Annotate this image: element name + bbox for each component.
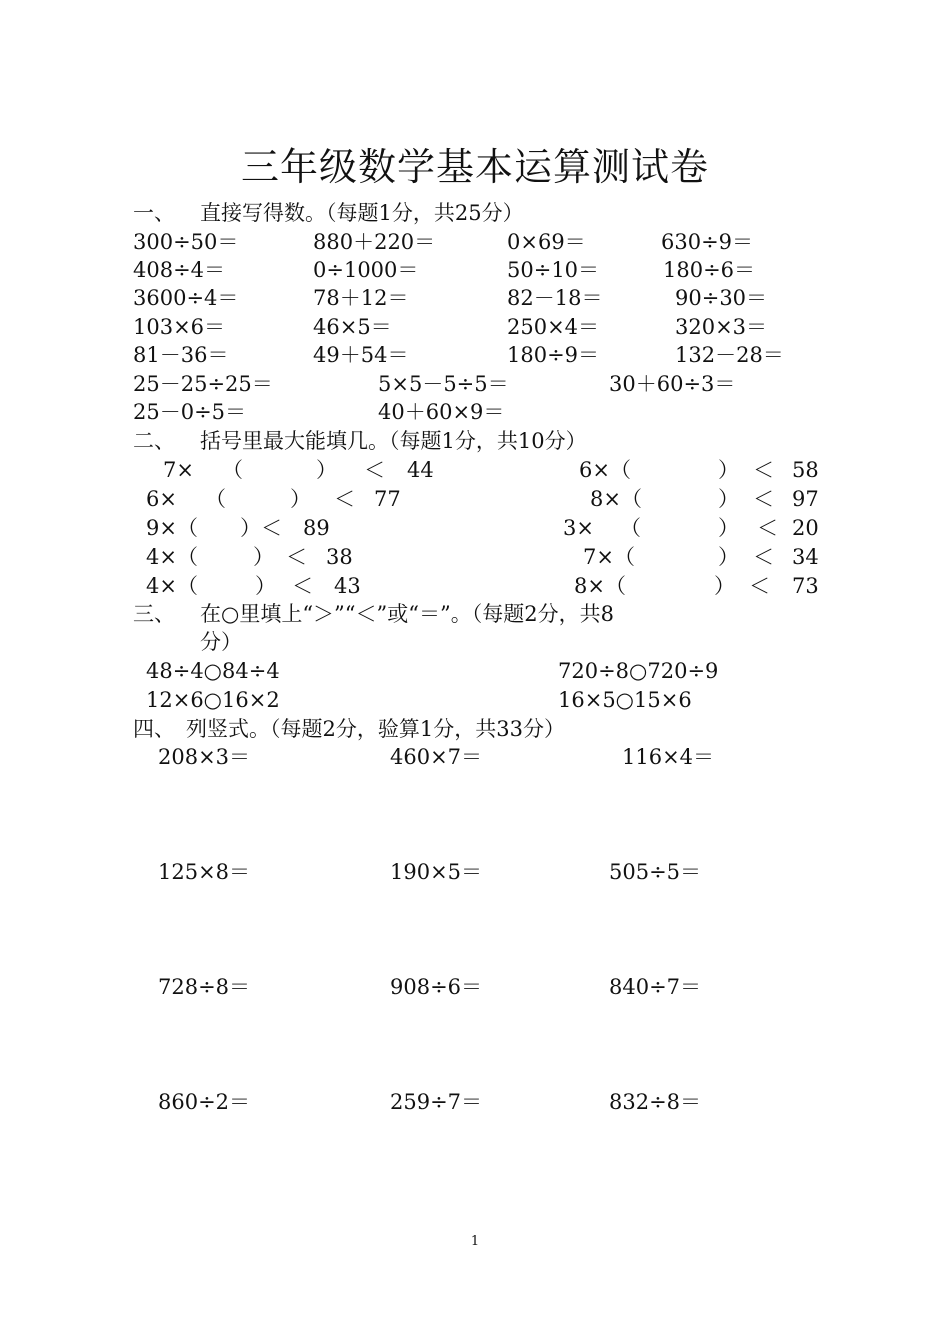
s2-item-part: 7×	[163, 458, 194, 482]
section-1-number: 一、	[133, 201, 175, 225]
s2-item-part: ＜	[292, 574, 313, 598]
s4-problem: 116×4＝	[622, 745, 715, 769]
s1-problem: 3600÷4＝	[133, 286, 239, 310]
s1-problem: 81－36＝	[133, 343, 229, 367]
s1-problem: 300÷50＝	[133, 230, 239, 254]
s2-item-part: 8×（	[574, 574, 626, 598]
s1-problem: 40＋60×9＝	[378, 400, 505, 424]
s2-item-part: 58	[792, 458, 819, 482]
s2-item-part: ）	[718, 545, 739, 569]
s2-item-part: 7×（	[583, 545, 635, 569]
s4-problem: 728÷8＝	[158, 975, 251, 999]
s2-item-part: ）	[255, 574, 276, 598]
s1-problem: 320×3＝	[675, 315, 768, 339]
s3-compare: 48÷4○84÷4	[146, 659, 280, 683]
s2-item-part: ）	[253, 545, 274, 569]
s1-problem: 880＋220＝	[313, 230, 436, 254]
s2-item-part: 9×（	[146, 516, 198, 540]
s2-item-part: 6×	[146, 487, 177, 511]
s2-item-part: 97	[792, 487, 819, 511]
s1-problem: 250×4＝	[507, 315, 600, 339]
s2-item-part: ＜	[753, 545, 774, 569]
s2-item-part: 20	[792, 516, 819, 540]
s4-problem: 860÷2＝	[158, 1090, 251, 1114]
s2-item-part: 89	[303, 516, 330, 540]
s2-item-part: ＜	[753, 487, 774, 511]
s1-problem: 630÷9＝	[661, 230, 754, 254]
s4-problem: 259÷7＝	[390, 1090, 483, 1114]
s4-problem: 125×8＝	[158, 860, 251, 884]
section-2-number: 二、	[133, 429, 175, 453]
section-2-heading: 括号里最大能填几。（每题1分，共10分）	[200, 429, 587, 453]
s1-problem: 132－28＝	[675, 343, 784, 367]
s2-item-part: ＜	[757, 516, 778, 540]
s1-problem: 78＋12＝	[313, 286, 409, 310]
s2-item-part: 77	[374, 487, 401, 511]
s2-item-part: 3×	[563, 516, 594, 540]
section-3-heading-cont: 分）	[200, 630, 242, 654]
s2-item-part: ）	[714, 574, 735, 598]
section-3-number: 三、	[133, 602, 175, 626]
s2-item-part: ＜	[286, 545, 307, 569]
s2-item-part: ＜	[364, 458, 385, 482]
s1-problem: 50÷10＝	[507, 258, 600, 282]
s2-item-part: ）	[718, 458, 739, 482]
s1-problem: 49＋54＝	[313, 343, 409, 367]
s2-item-part: ）	[718, 516, 739, 540]
s4-problem: 908÷6＝	[390, 975, 483, 999]
s3-compare: 720÷8○720÷9	[558, 659, 719, 683]
s2-item-part: 43	[334, 574, 361, 598]
s1-problem: 82－18＝	[507, 286, 603, 310]
s2-item-part: 73	[792, 574, 819, 598]
s1-problem: 5×5－5÷5＝	[378, 372, 509, 396]
s3-compare: 12×6○16×2	[146, 688, 280, 712]
s2-item-part: （	[205, 487, 226, 511]
s2-item-part: 38	[326, 545, 353, 569]
section-3-heading: 在○里填上“＞”“＜”或“＝”。（每题2分，共8	[200, 602, 614, 626]
s2-item-part: 8×（	[590, 487, 642, 511]
s4-problem: 460×7＝	[390, 745, 483, 769]
s4-problem: 840÷7＝	[609, 975, 702, 999]
s2-item-part: 44	[407, 458, 434, 482]
s1-problem: 180÷6＝	[663, 258, 756, 282]
s2-item-part: 34	[792, 545, 819, 569]
s1-problem: 180÷9＝	[507, 343, 600, 367]
s1-problem: 408÷4＝	[133, 258, 226, 282]
s4-problem: 190×5＝	[390, 860, 483, 884]
s4-problem: 832÷8＝	[609, 1090, 702, 1114]
s2-item-part: ）	[718, 487, 739, 511]
page-title: 三年级数学基本运算测试卷	[240, 145, 709, 189]
s2-item-part: ＜	[749, 574, 770, 598]
s2-item-part: ）	[316, 458, 337, 482]
s2-item-part: ＜	[753, 458, 774, 482]
s1-problem: 103×6＝	[133, 315, 226, 339]
s4-problem: 505÷5＝	[609, 860, 702, 884]
s2-item-part: 4×（	[146, 545, 198, 569]
s2-item-part: ）	[290, 487, 311, 511]
section-4-heading: 列竖式。（每题2分，验算1分，共33分）	[186, 717, 565, 741]
s2-item-part: ＜	[334, 487, 355, 511]
s1-problem: 25－0÷5＝	[133, 400, 247, 424]
s1-problem: 0×69＝	[507, 230, 586, 254]
s2-item-part: 4×（	[146, 574, 198, 598]
s2-item-part: （	[222, 458, 243, 482]
s4-problem: 208×3＝	[158, 745, 251, 769]
s3-compare: 16×5○15×6	[558, 688, 692, 712]
section-4-number: 四、	[133, 717, 175, 741]
s2-item-part: ）＜	[240, 516, 282, 540]
s1-problem: 0÷1000＝	[313, 258, 419, 282]
s1-problem: 46×5＝	[313, 315, 392, 339]
s1-problem: 30＋60÷3＝	[609, 372, 736, 396]
s1-problem: 25－25÷25＝	[133, 372, 273, 396]
page-number: 1	[470, 1234, 480, 1249]
s2-item-part: 6×（	[579, 458, 631, 482]
s2-item-part: （	[620, 516, 641, 540]
section-1-heading: 直接写得数。（每题1分，共25分）	[200, 201, 524, 225]
s1-problem: 90÷30＝	[675, 286, 768, 310]
